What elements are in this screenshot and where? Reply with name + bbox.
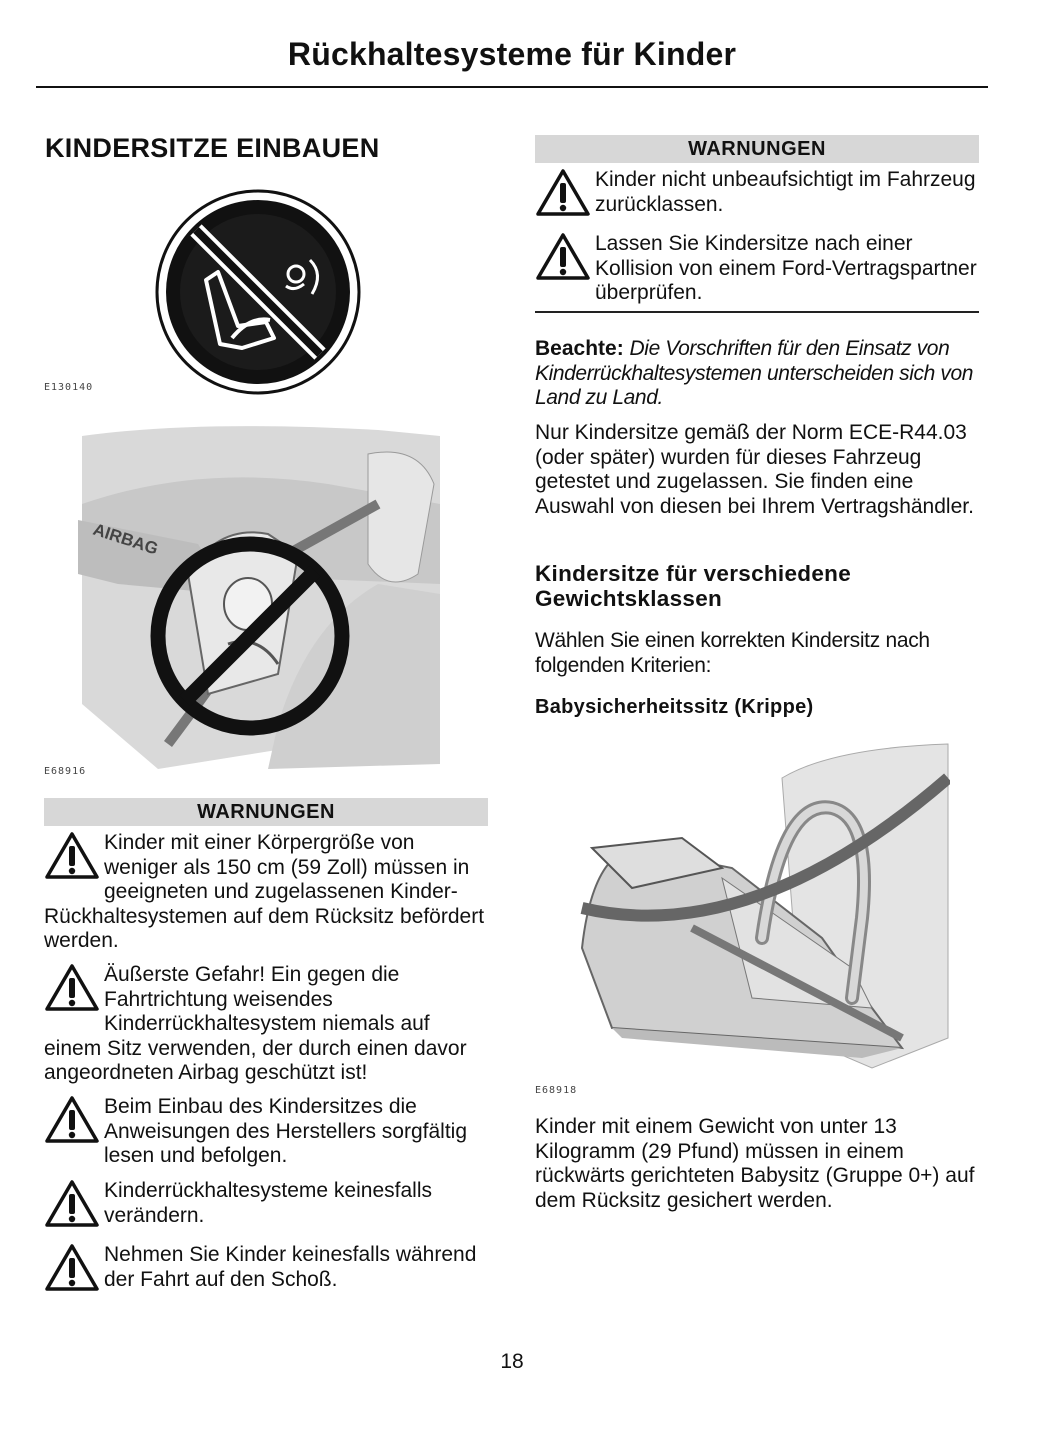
subheading: Kindersitze für verschiedene Gewichtsklassen bbox=[535, 561, 852, 611]
warning-icon bbox=[44, 1095, 100, 1145]
note-label: Beachte: bbox=[535, 337, 624, 360]
warning-item: Kinder mit einer Körpergröße von weniger als 150 cm (59 Zoll) müssen in geeigneten und zugelassenen Kinder-Rückhaltesystemen auf dem Rücksitz befördert werden. bbox=[44, 831, 485, 952]
title-divider bbox=[36, 86, 988, 88]
warnings-header: WARNUNGEN bbox=[535, 135, 979, 163]
warning-icon bbox=[535, 168, 591, 218]
figure-code: E130140 bbox=[44, 382, 94, 393]
warnings-divider bbox=[535, 311, 979, 313]
subheading-baby-seat: Babysicherheitssitz (Krippe) bbox=[535, 696, 814, 718]
warning-icon bbox=[44, 831, 100, 881]
no-child-seat-sign-image bbox=[154, 188, 362, 396]
warning-item: Kinder nicht unbeaufsichtigt im Fahrzeug zurücklassen. bbox=[535, 168, 983, 218]
figure-code: E68918 bbox=[535, 1085, 578, 1096]
warning-item: Beim Einbau des Kindersitzes die Anweisungen des Herstellers sorgfältig lesen und befolgen. bbox=[44, 1095, 492, 1169]
warning-icon bbox=[535, 232, 591, 282]
page-title: Rückhaltesysteme für Kinder bbox=[287, 36, 737, 72]
warning-icon bbox=[44, 963, 100, 1013]
page-number: 18 bbox=[500, 1350, 524, 1373]
norm-paragraph: Nur Kindersitze gemäß der Norm ECE-R44.03 (oder später) wurden für dieses Fahrzeug getestet und zugelassen. Sie finden eine Auswahl von diesen bei Ihrem Vertragshändler. bbox=[535, 421, 974, 518]
warnings-header: WARNUNGEN bbox=[44, 798, 488, 826]
warning-item: Kinderrückhaltesysteme keinesfalls verändern. bbox=[44, 1179, 492, 1229]
note-text: Die Vorschriften für den Einsatz von Kinderrückhaltesystemen unterscheiden sich von Land zu Land. bbox=[535, 337, 974, 409]
warning-item: Lassen Sie Kindersitze nach einer Kollision von einem Ford-Vertragspartner überprüfen. bbox=[535, 232, 983, 306]
airbag-warning-image bbox=[78, 424, 442, 769]
warning-icon bbox=[44, 1243, 100, 1293]
note-paragraph bbox=[535, 337, 985, 411]
figure-code: E68916 bbox=[44, 766, 87, 777]
warning-icon bbox=[44, 1179, 100, 1229]
airbag-label: AIRBAG bbox=[90, 519, 161, 559]
section-heading: KINDERSITZE EINBAUEN bbox=[45, 133, 380, 163]
warning-item: Nehmen Sie Kinder keinesfalls während der Fahrt auf den Schoß. bbox=[44, 1243, 492, 1293]
baby-seat-paragraph: Kinder mit einem Gewicht von unter 13 Kilogramm (29 Pfund) müssen in einem rückwärts gerichteten Babysitz (Gruppe 0+) auf dem Rücksitz gesichert werden. bbox=[535, 1115, 975, 1212]
baby-seat-image bbox=[572, 738, 950, 1086]
criteria-paragraph: Wählen Sie einen korrekten Kindersitz nach folgenden Kriterien: bbox=[535, 629, 930, 677]
warning-item: Äußerste Gefahr! Ein gegen die Fahrtrichtung weisendes Kinderrückhaltesystem niemals auf einem Sitz verwenden, der durch einen davor angeordneten Airbag geschützt ist! bbox=[44, 963, 467, 1084]
